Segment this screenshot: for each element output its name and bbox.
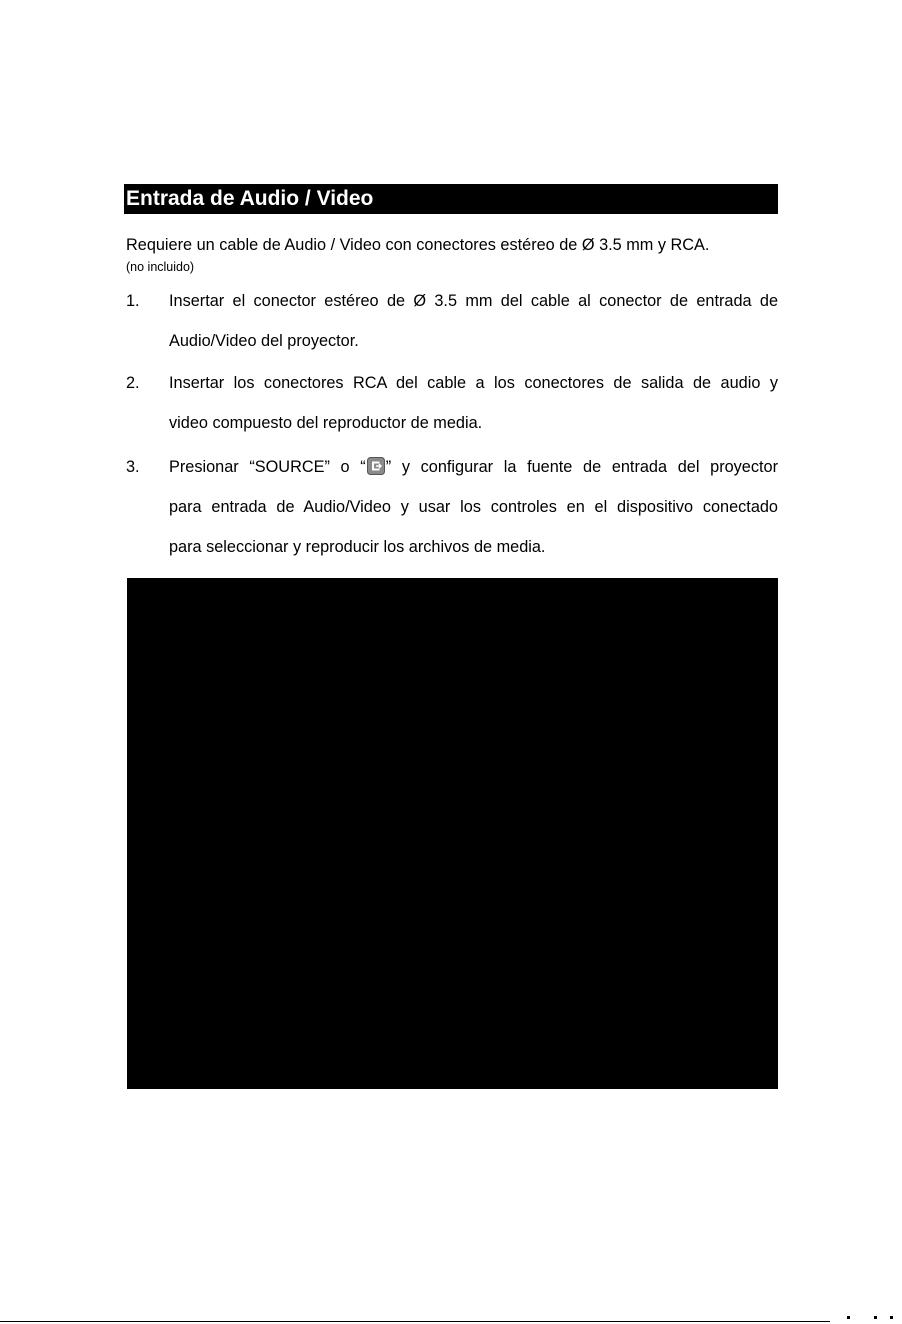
step-line: para entrada de Audio/Video y usar los controles en el dispositivo conectado (169, 498, 778, 516)
step-text-before-icon: Presionar “SOURCE” o “ (169, 458, 366, 476)
step-text (169, 281, 778, 361)
step-line: para seleccionar y reproducir los archivos de media. (169, 538, 546, 556)
step-line: Insertar el conector estéreo de Ø 3.5 mm del cable al conector de entrada de (169, 292, 778, 310)
step-text (169, 363, 778, 443)
step-line: Audio/Video del proyector. (169, 332, 359, 350)
step-number: 3. (126, 458, 140, 476)
step-text-after-icon: ” y configurar la fuente de entrada del proyector (385, 458, 779, 476)
connection-illustration (127, 578, 778, 1089)
page-mark (874, 1316, 877, 1319)
intro-note: (no incluido) (126, 260, 195, 274)
page-divider (0, 1321, 830, 1322)
section-title: Entrada de Audio / Video (124, 184, 778, 214)
step-text (169, 447, 778, 567)
step-number: 1. (126, 292, 140, 310)
step-line: video compuesto del reproductor de media. (169, 414, 483, 432)
page-mark (847, 1316, 850, 1319)
source-input-icon (367, 450, 385, 468)
page-mark (890, 1316, 893, 1319)
intro-text: Requiere un cable de Audio / Video con conectores estéreo de Ø 3.5 mm y RCA. (126, 236, 710, 254)
step-number: 2. (126, 374, 140, 392)
step-line: Insertar los conectores RCA del cable a los conectores de salida de audio y (169, 374, 778, 392)
step-line (169, 447, 778, 487)
